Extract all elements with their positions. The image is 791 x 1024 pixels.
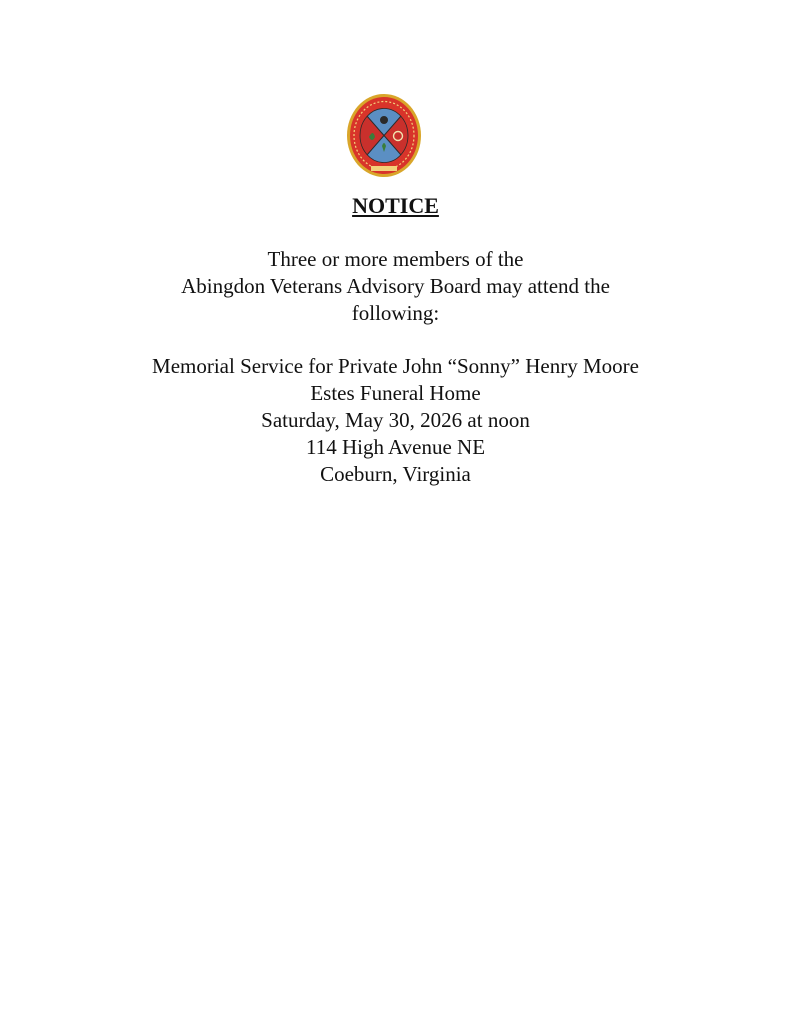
notice-heading-text: NOTICE — [352, 193, 439, 218]
intro-line: Three or more members of the — [267, 247, 524, 271]
intro-line: following: — [351, 301, 440, 325]
event-city: Coeburn, Virginia — [320, 462, 471, 486]
notice-intro — [0, 246, 791, 327]
event-street: 114 High Avenue NE — [305, 435, 486, 459]
intro-line: Abingdon Veterans Advisory Board may attend the — [181, 274, 610, 298]
notice-heading — [0, 192, 791, 220]
event-details — [0, 353, 791, 488]
event-datetime: Saturday, May 30, 2026 at noon — [261, 408, 530, 432]
event-title: Memorial Service for Private John “Sonny” Henry Moore — [152, 354, 639, 378]
town-seal-icon — [346, 93, 422, 178]
event-venue: Estes Funeral Home — [310, 381, 481, 405]
